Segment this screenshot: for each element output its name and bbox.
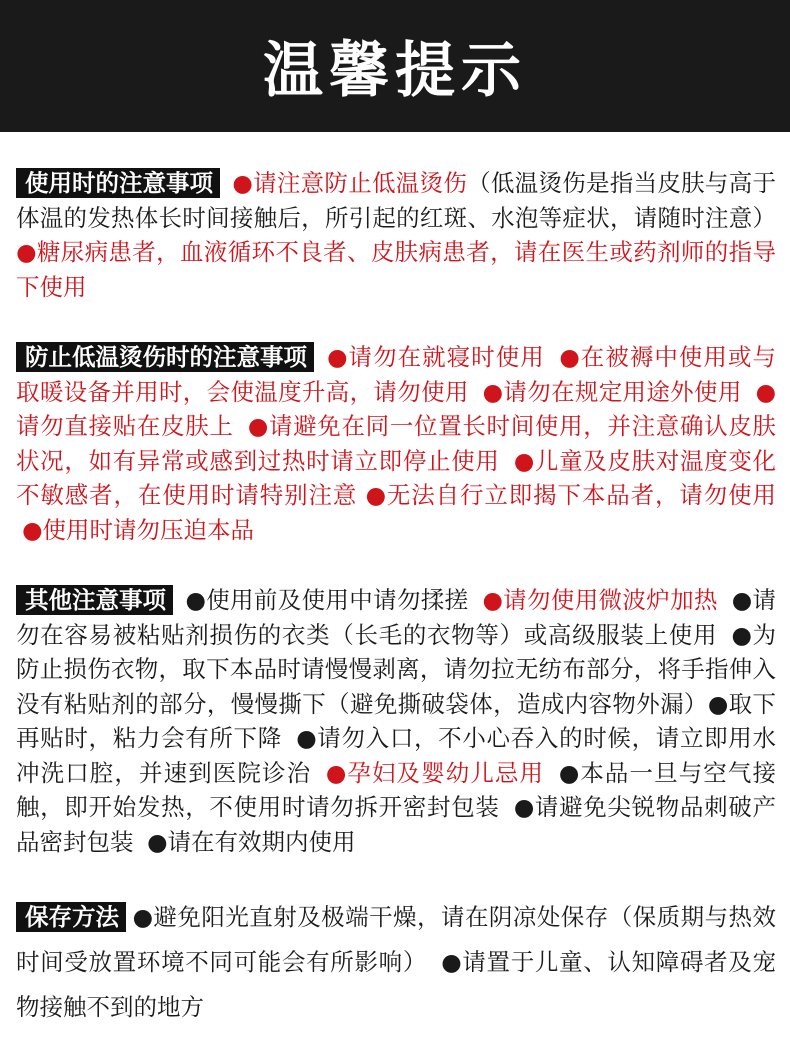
note-item: ●请勿直接贴在皮肤上 xyxy=(16,377,776,440)
section-title: 防止低温烫伤时的注意事项 xyxy=(16,342,314,372)
section-title: 其他注意事项 xyxy=(16,585,173,615)
note-item: ●本品一旦与空气接触，即开始发热，不使用时请勿拆开密封包装 xyxy=(16,758,776,821)
note-item: ●避免阳光直射及极端干燥，请在阴凉处保存（保质期与热效时间受放置环境不同可能会有所影响） xyxy=(16,903,776,976)
note-item: ●为防止损伤衣物，取下本品时请慢慢剥离，请勿拉无纺布部分，将手指伸入没有粘贴剂的部分，慢慢撕下（避免撕破袋体，造成内容物外漏） xyxy=(16,620,776,718)
note-item: ●儿童及皮肤对温度变化不敏感者，在使用时请特别注意 xyxy=(16,446,776,509)
note-item: ●取下再贴时，粘力会有所下降 xyxy=(16,689,776,752)
note-item: ●请勿使用微波炉加热 xyxy=(482,586,718,614)
note-item: ●请勿入口，不小心吞入的时候，请立即用水冲洗口腔，并速到医院诊治 xyxy=(16,724,776,787)
page-title: 温馨提示 xyxy=(263,36,527,106)
section-burn-prevention xyxy=(16,340,776,547)
section-usage-notes xyxy=(16,166,776,304)
note-item: ●请避免尖锐物品刺破产品密封包装 xyxy=(16,793,776,856)
section-title: 使用时的注意事项 xyxy=(16,168,220,198)
section-title: 保存方法 xyxy=(16,902,126,932)
note-item: ●糖尿病患者，血液循环不良者、皮肤病患者，请在医生或药剂师的指导下使用 xyxy=(16,238,776,301)
note-item: ●请勿在就寝时使用 xyxy=(326,343,545,371)
note-item: ●请注意防止低温烫伤 xyxy=(232,169,468,197)
note-item: ●使用时请勿压迫本品 xyxy=(22,515,255,544)
note-item: ●请置于儿童、认知障碍者及宠物接触不到的地方 xyxy=(16,948,776,1021)
note-item: ●请勿在容易被粘贴剂损伤的衣类（长毛的衣物等）或高级服装上使用 xyxy=(16,586,776,649)
section-storage xyxy=(16,895,776,1030)
note-item: ●使用前及使用中请勿揉搓 xyxy=(185,586,469,614)
note-item: ●请在有效期内使用 xyxy=(146,827,356,856)
notice-content xyxy=(0,132,790,1030)
section-other-notes xyxy=(16,583,776,859)
note-item: ●请避免在同一位置长时间使用，并注意确认皮肤状况，如有异常或感到过热时请立即停止使用 xyxy=(16,412,776,475)
note-item: ●请勿在规定用途外使用 xyxy=(482,377,742,406)
note-item: ●在被褥中使用或与取暖设备并用时，会使温度升高，请勿使用 xyxy=(16,343,776,406)
note-item: ●孕妇及婴幼儿忌用 xyxy=(325,758,545,787)
title-banner xyxy=(0,0,790,132)
note-item: ●无法自行立即揭下本品者，请勿使用 xyxy=(365,481,776,509)
note-item: （低温烫伤是指当皮肤与高于体温的发热体长时间接触后，所引起的红斑、水泡等症状，请随时注意） xyxy=(16,169,776,232)
